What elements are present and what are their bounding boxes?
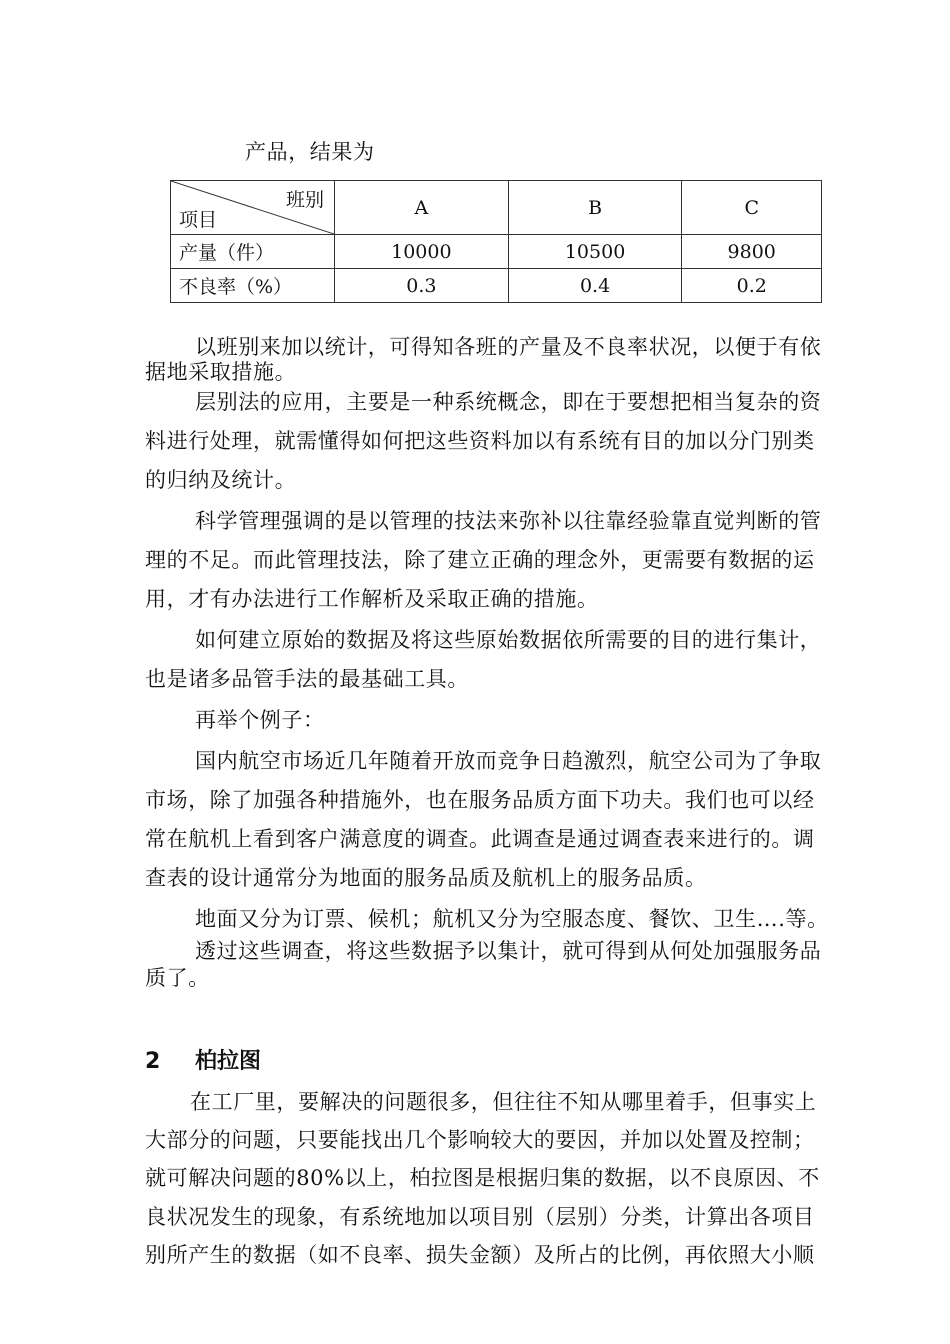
- paragraph-line: 理的不足。而此管理技法，除了建立正确的理念外，更需要有数据的运: [145, 548, 815, 572]
- paragraph-line: 地面又分为订票、候机；航机又分为空服态度、餐饮、卫生….等。: [195, 907, 829, 931]
- cell-output-b: 10500: [508, 235, 682, 269]
- section-line: 别所产生的数据（如不良率、损失金额）及所占的比例，再依照大小顺: [145, 1243, 815, 1267]
- column-header-c: C: [682, 181, 822, 235]
- row-label-output: 产量（件）: [171, 235, 335, 269]
- paragraph-line: 常在航机上看到客户满意度的调查。此调查是通过调查表来进行的。调: [145, 827, 815, 851]
- cell-output-c: 9800: [682, 235, 822, 269]
- cell-defect-b: 0.4: [508, 269, 682, 303]
- paragraph-line: 科学管理强调的是以管理的技法来弥补以往靠经验靠直觉判断的管: [195, 509, 822, 533]
- paragraph-line: 再举个例子：: [195, 708, 325, 732]
- diagonal-header-cell: [171, 181, 335, 235]
- table-row-output: [171, 235, 822, 269]
- paragraph-line: 市场，除了加强各种措施外，也在服务品质方面下功夫。我们也可以经: [145, 788, 815, 812]
- section-heading: [145, 1044, 261, 1075]
- table-row-defect-rate: [171, 269, 822, 303]
- table-header-row: [171, 181, 822, 235]
- paragraph-line: 如何建立原始的数据及将这些原始数据依所需要的目的进行集计，: [195, 628, 822, 652]
- paragraph-line: 以班别来加以统计，可得知各班的产量及不良率状况，以便于有依: [195, 335, 822, 359]
- column-header-a: A: [335, 181, 509, 235]
- paragraph-line: 也是诸多品管手法的最基础工具。: [145, 667, 469, 691]
- paragraph-line: 透过这些调查，将这些数据予以集计，就可得到从何处加强服务品: [195, 939, 822, 963]
- cell-defect-a: 0.3: [335, 269, 509, 303]
- paragraph-line: 国内航空市场近几年随着开放而竞争日趋激烈，航空公司为了争取: [195, 749, 822, 773]
- header-shift-label: 班别: [285, 189, 324, 211]
- paragraph-line: 查表的设计通常分为地面的服务品质及航机上的服务品质。: [145, 866, 707, 890]
- row-label-defect-rate: 不良率（%）: [171, 269, 335, 303]
- header-item-label: 项目: [179, 209, 218, 231]
- paragraph-line: 据地采取措施。: [145, 360, 297, 384]
- paragraph-line: 层别法的应用，主要是一种系统概念，即在于要想把相当复杂的资: [195, 390, 822, 414]
- intro-text: 产品，结果为: [245, 140, 375, 164]
- section-number: 2: [145, 1049, 161, 1074]
- section-line: 在工厂里，要解决的问题很多，但往往不知从哪里着手，但事实上: [190, 1090, 817, 1114]
- shift-stats-table: [170, 180, 822, 303]
- paragraph-line: 料进行处理，就需懂得如何把这些资料加以有系统有目的加以分门别类: [145, 429, 815, 453]
- paragraph-line: 的归纳及统计。: [145, 468, 297, 492]
- paragraph-line: 质了。: [145, 966, 210, 990]
- section-line: 良状况发生的现象，有系统地加以项目别（层别）分类，计算出各项目: [145, 1205, 815, 1229]
- section-title: 柏拉图: [195, 1049, 262, 1074]
- cell-output-a: 10000: [335, 235, 509, 269]
- column-header-b: B: [508, 181, 682, 235]
- cell-defect-c: 0.2: [682, 269, 822, 303]
- section-line: 大部分的问题，只要能找出几个影响较大的要因，并加以处置及控制；: [145, 1128, 815, 1152]
- paragraph-line: 用，才有办法进行工作解析及采取正确的措施。: [145, 587, 599, 611]
- section-line: 就可解决问题的80%以上，柏拉图是根据归集的数据，以不良原因、不: [145, 1166, 820, 1190]
